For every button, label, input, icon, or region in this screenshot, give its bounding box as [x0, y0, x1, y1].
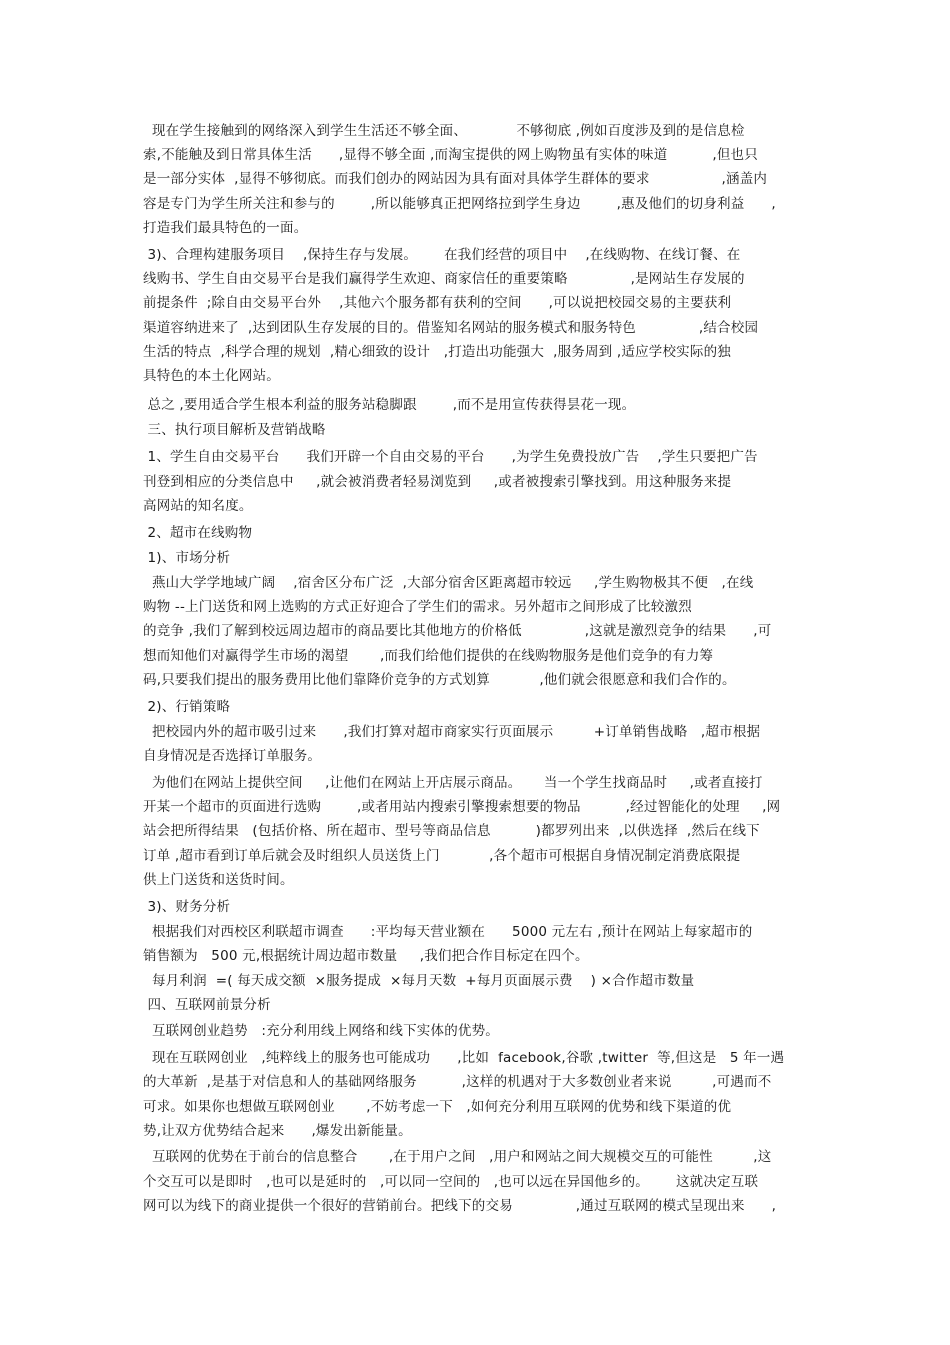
- text-line: 1、学生自由交易平台 我们开辟一个自由交易的平台 ,为学生免费投放广告 ,学生只要把广告: [143, 449, 758, 465]
- text-line: 是一部分实体 ,显得不够彻底。而我们创办的网站因为具有面对具体学生群体的要求 ,涵盖内: [143, 171, 768, 187]
- text-line: 高网站的知名度。: [143, 498, 253, 514]
- text-line: 购物 --上门送货和网上选购的方式正好迎合了学生们的需求。另外超市之间形成了比较激烈: [143, 599, 692, 615]
- text-line: 供上门送货和送货时间。: [143, 872, 294, 888]
- text-line: 刊登到相应的分类信息中 ,就会被消费者轻易浏览到 ,或者被搜索引擎找到。用这种服务来提: [143, 474, 732, 490]
- text-line: 容是专门为学生所关注和参与的 ,所以能够真正把网络拉到学生身边 ,惠及他们的切身利益 ,: [143, 196, 776, 212]
- text-line: 想而知他们对赢得学生市场的渴望 ,而我们给他们提供的在线购物服务是他们竞争的有力筹: [143, 648, 714, 664]
- text-line: 把校园内外的超市吸引过来 ,我们打算对超市商家实行页面展示 +订单销售战略 ,超市根据: [143, 724, 761, 740]
- text-line: 的大革新 ,是基于对信息和人的基础网络服务 ,这样的机遇对于大多数创业者来说 ,可遇而不: [143, 1074, 772, 1090]
- text-line: 现在学生接触到的网络深入到学生生活还不够全面、 不够彻底 ,例如百度涉及到的是信息检: [143, 123, 745, 139]
- text-line: 生活的特点 ,科学合理的规划 ,精心细致的设计 ,打造出功能强大 ,服务周到 ,适应学校实际的独: [143, 344, 731, 360]
- text-line: 打造我们最具特色的一面。: [143, 220, 308, 236]
- text-line: 订单 ,超市看到订单后就会及时组织人员送货上门 ,各个超市可根据自身情况制定消费底限提: [143, 848, 741, 864]
- text-line: 根据我们对西校区利联超市调查 :平均每天营业额在 5000 元左右 ,预计在网站上每家超市的: [143, 924, 753, 940]
- text-line: 网可以为线下的商业提供一个很好的营销前台。把线下的交易 ,通过互联网的模式呈现出来 ,: [143, 1198, 777, 1214]
- text-line: 2)、行销策略: [143, 699, 231, 715]
- text-line: 销售额为 500 元,根据统计周边超市数量 ,我们把合作目标定在四个。: [143, 948, 589, 964]
- text-line: 站会把所得结果 (包括价格、所在超市、型号等商品信息 )都罗列出来 ,以供选择 ,然后在线下: [143, 823, 760, 839]
- text-line: 渠道容纳进来了 ,达到团队生存发展的目的。借鉴知名网站的服务模式和服务特色 ,结合校园: [143, 320, 759, 336]
- text-line: 2、超市在线购物: [143, 525, 253, 541]
- text-line: 具特色的本土化网站。: [143, 368, 280, 384]
- text-line: 开某一个超市的页面进行选购 ,或者用站内搜索引擎搜索想要的物品 ,经过智能化的处理 ,网: [143, 799, 781, 815]
- text-line: 3)、合理构建服务项目 ,保持生存与发展。 在我们经营的项目中 ,在线购物、在线订餐、在: [143, 247, 741, 263]
- text-line: 势,让双方优势结合起来 ,爆发出新能量。: [143, 1123, 412, 1139]
- text-line: 线购书、学生自由交易平台是我们赢得学生欢迎、商家信任的重要策略 ,是网站生存发展的: [143, 271, 745, 287]
- text-line: 总之 ,要用适合学生根本利益的服务站稳脚跟 ,而不是用宣传获得昙花一现。: [143, 397, 636, 413]
- text-line: 每月利润 =( 每天成交额 ×服务提成 ×每月天数 +每月页面展示费 ) ×合作超市数量: [143, 973, 695, 989]
- text-line: 互联网的优势在于前台的信息整合 ,在于用户之间 ,用户和网站之间大规模交互的可能性 ,这: [143, 1149, 772, 1165]
- text-line: 三、执行项目解析及营销战略: [143, 422, 326, 438]
- text-line: 索,不能触及到日常具体生活 ,显得不够全面 ,而淘宝提供的网上购物虽有实体的味道 ,但也只: [143, 147, 758, 163]
- text-line: 四、互联网前景分析: [143, 997, 271, 1013]
- text-line: 互联网创业趋势 :充分利用线上网络和线下实体的优势。: [143, 1023, 500, 1039]
- text-line: 现在互联网创业 ,纯粹线上的服务也可能成功 ,比如 facebook,谷歌 ,twitter 等,但这是 5 年一遇: [143, 1050, 785, 1066]
- text-line: 1)、市场分析: [143, 550, 231, 566]
- text-line: 为他们在网站上提供空间 ,让他们在网站上开店展示商品。 当一个学生找商品时 ,或者直接打: [143, 775, 763, 791]
- text-line: 3)、财务分析: [143, 899, 231, 915]
- text-line: 码,只要我们提出的服务费用比他们靠降价竞争的方式划算 ,他们就会很愿意和我们合作的。: [143, 672, 736, 688]
- text-line: 前提条件 ;除自由交易平台外 ,其他六个服务都有获利的空间 ,可以说把校园交易的主要获利: [143, 295, 732, 311]
- text-line: 燕山大学学地域广阔 ,宿舍区分布广泛 ,大部分宿舍区距离超市较远 ,学生购物极其不便 ,在线: [143, 575, 754, 591]
- text-line: 可求。如果你也想做互联网创业 ,不妨考虑一下 ,如何充分利用互联网的优势和线下渠道的优: [143, 1099, 732, 1115]
- text-line: 自身情况是否选择订单服务。: [143, 748, 322, 764]
- text-line: 个交互可以是即时 ,也可以是延时的 ,可以同一空间的 ,也可以远在异国他乡的。 这就决定互联: [143, 1174, 759, 1190]
- text-line: 的竞争 ,我们了解到校远周边超市的商品要比其他地方的价格低 ,这就是激烈竞争的结果 ,可: [143, 623, 772, 639]
